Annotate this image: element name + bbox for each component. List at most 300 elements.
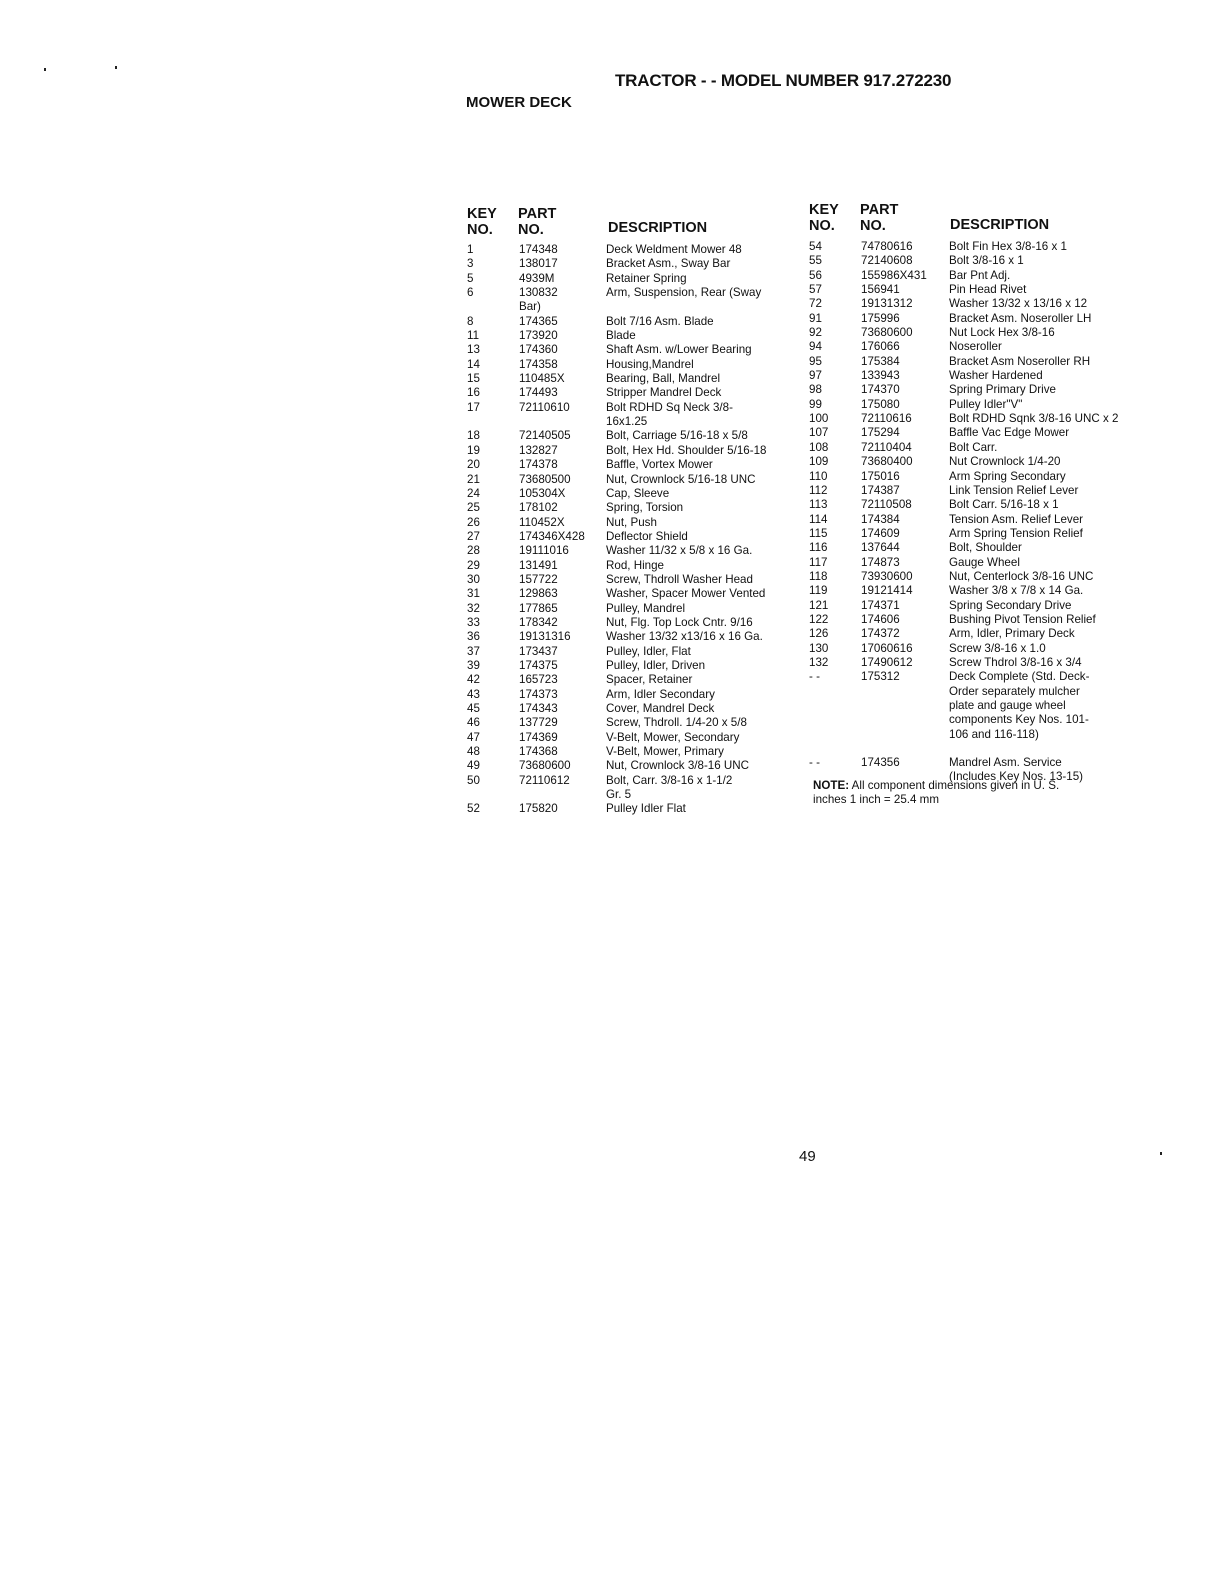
part-description: Pulley, Mandrel xyxy=(606,601,686,615)
part-description: Pulley, Idler, Flat xyxy=(606,644,691,658)
part-number: 74780616 xyxy=(861,240,913,253)
parts-row-continuation xyxy=(467,300,794,314)
part-number: 174375 xyxy=(519,658,558,672)
key-number: 3 xyxy=(467,257,474,271)
parts-row xyxy=(467,257,794,271)
part-number: 174370 xyxy=(861,383,900,397)
part-description: Cap, Sleeve xyxy=(606,486,670,500)
parts-row xyxy=(467,516,794,530)
parts-row xyxy=(467,343,794,357)
part-description: Arm, Idler Secondary xyxy=(606,687,715,701)
key-number: 17 xyxy=(467,400,480,414)
parts-row xyxy=(467,673,794,687)
part-description: Arm Spring Secondary xyxy=(949,469,1066,483)
part-number: 73680400 xyxy=(861,455,913,469)
part-number: 174360 xyxy=(519,343,558,357)
key-no-header-left: KEY NO. xyxy=(467,206,497,238)
key-number: 94 xyxy=(809,340,822,354)
key-number: 8 xyxy=(467,314,474,328)
key-number: 126 xyxy=(809,627,829,641)
key-number: 32 xyxy=(467,601,480,615)
part-description: Bolt Carr. xyxy=(949,440,998,454)
key-number: 100 xyxy=(809,412,829,426)
key-number: 46 xyxy=(467,716,480,730)
parts-row xyxy=(467,329,794,343)
key-number: 45 xyxy=(467,702,480,715)
key-number-blank xyxy=(809,713,861,727)
part-description: Nut, Centerlock 3/8-16 UNC xyxy=(949,569,1094,583)
parts-row xyxy=(809,556,1144,570)
parts-row xyxy=(467,544,794,558)
part-number: 174365 xyxy=(519,314,558,328)
parts-row xyxy=(467,659,794,673)
part-number: 174378 xyxy=(519,458,558,472)
key-number: 54 xyxy=(809,240,822,253)
key-number-blank xyxy=(809,699,861,713)
key-number: 18 xyxy=(467,429,480,443)
parts-row xyxy=(467,616,794,630)
part-description: Bushing Pivot Tension Relief xyxy=(949,612,1096,626)
part-description: Bolt RDHD Sqnk 3/8-16 UNC x 2 xyxy=(949,412,1119,426)
key-number: 19 xyxy=(467,443,480,457)
parts-row xyxy=(809,484,1144,498)
key-number: 121 xyxy=(809,598,829,612)
key-number: 92 xyxy=(809,326,822,340)
part-number: 173920 xyxy=(519,329,558,343)
part-description-continued: 106 and 116-118) xyxy=(949,727,1039,741)
parts-row xyxy=(809,670,1144,684)
parts-row xyxy=(467,372,794,386)
part-number-blank xyxy=(861,685,949,699)
part-number: 155986X431 xyxy=(861,268,927,282)
parts-row xyxy=(467,559,794,573)
part-number: 175016 xyxy=(861,469,900,483)
parts-row xyxy=(467,602,794,616)
parts-row xyxy=(809,527,1144,541)
parts-row xyxy=(467,688,794,702)
part-description: Nut, Push xyxy=(606,515,657,529)
key-number: 21 xyxy=(467,472,480,486)
part-number: 175820 xyxy=(519,802,558,816)
part-number: 72110610 xyxy=(519,400,570,414)
key-number: 20 xyxy=(467,458,480,472)
part-number: 174358 xyxy=(519,357,558,371)
part-description: Stripper Mandrel Deck xyxy=(606,386,722,400)
key-number: 115 xyxy=(809,526,828,540)
key-number: 36 xyxy=(467,630,480,644)
parts-row xyxy=(809,656,1144,670)
part-description: Washer 11/32 x 5/8 x 16 Ga. xyxy=(606,544,753,558)
part-description: Arm, Suspension, Rear (Sway xyxy=(606,286,762,300)
parts-row xyxy=(467,587,794,601)
parts-row xyxy=(467,745,794,759)
parts-row xyxy=(467,429,794,443)
key-number: 15 xyxy=(467,372,480,386)
key-number-blank xyxy=(467,415,519,429)
key-number: 116 xyxy=(809,541,828,555)
part-number: 174373 xyxy=(519,687,558,701)
part-description: V-Belt, Mower, Secondary xyxy=(606,730,740,744)
key-number: 130 xyxy=(809,641,829,655)
key-number: 107 xyxy=(809,426,829,440)
part-number: 131491 xyxy=(519,558,558,572)
part-number: 110452X xyxy=(519,515,565,529)
key-number: 1 xyxy=(467,243,474,256)
part-number-blank xyxy=(861,699,949,713)
parts-row xyxy=(809,513,1144,527)
key-number: 97 xyxy=(809,369,822,383)
page-number: 49 xyxy=(799,1148,816,1165)
part-description: Nut Lock Hex 3/8-16 xyxy=(949,326,1055,340)
part-description: Bearing, Ball, Mandrel xyxy=(606,372,721,386)
key-number: 132 xyxy=(809,655,829,669)
parts-row xyxy=(809,642,1144,656)
part-number: 105304X xyxy=(519,486,566,500)
part-no-header-left: PART NO. xyxy=(518,206,557,238)
part-number: 73930600 xyxy=(861,569,913,583)
parts-row-continuation xyxy=(809,699,1144,713)
key-number-blank xyxy=(467,788,519,802)
key-number-blank xyxy=(467,300,519,314)
part-description: Bracket Asm., Sway Bar xyxy=(606,257,731,271)
part-description: Pin Head Rivet xyxy=(949,283,1027,297)
part-description-continued: plate and gauge wheel xyxy=(949,699,1066,712)
part-description: Nut, Crownlock 3/8-16 UNC xyxy=(606,759,750,773)
part-description: Washer 13/32 x 13/16 x 12 xyxy=(949,297,1088,311)
parts-row xyxy=(467,759,794,773)
part-description: Washer 13/32 x13/16 x 16 Ga. xyxy=(606,630,763,644)
parts-row xyxy=(467,487,794,501)
part-number: 174371 xyxy=(861,598,900,612)
part-number: 174369 xyxy=(519,730,558,744)
key-number: 31 xyxy=(467,587,480,601)
part-number: 4939M xyxy=(519,271,555,285)
parts-row xyxy=(467,716,794,730)
parts-row xyxy=(809,756,1144,770)
key-number: 39 xyxy=(467,658,480,672)
part-description-blank xyxy=(606,300,794,314)
part-number: 72140608 xyxy=(861,254,913,268)
part-number: 133943 xyxy=(861,369,900,383)
part-description: Tension Asm. Relief Lever xyxy=(949,512,1084,526)
parts-row xyxy=(809,613,1144,627)
part-description: Washer, Spacer Mower Vented xyxy=(606,587,766,601)
key-number: 33 xyxy=(467,615,480,629)
key-number: 57 xyxy=(809,283,822,297)
parts-row xyxy=(467,702,794,716)
parts-row xyxy=(467,573,794,587)
key-number: 30 xyxy=(467,572,480,586)
part-description: V-Belt, Mower, Primary xyxy=(606,745,724,759)
parts-row xyxy=(809,570,1144,584)
part-description-continued: components Key Nos. 101- xyxy=(949,713,1089,727)
part-description: Bracket Asm. Noseroller LH xyxy=(949,311,1092,325)
parts-row xyxy=(809,627,1144,641)
part-description: Housing,Mandrel xyxy=(606,357,694,371)
part-description: Screw Thdrol 3/8-16 x 3/4 xyxy=(949,655,1082,669)
part-description: Mandrel Asm. Service xyxy=(949,756,1062,770)
part-description: Cover, Mandrel Deck xyxy=(606,702,715,715)
parts-row xyxy=(467,358,794,372)
part-number: 175294 xyxy=(861,426,900,440)
parts-row xyxy=(809,383,1144,397)
part-description: Deflector Shield xyxy=(606,529,688,543)
key-number: 29 xyxy=(467,558,480,572)
key-number: 5 xyxy=(467,271,474,285)
note-text-line2: inches 1 inch = 25.4 mm xyxy=(813,793,939,807)
parts-list-right xyxy=(809,240,1144,785)
parts-row xyxy=(809,470,1144,484)
key-number: 55 xyxy=(809,254,822,268)
key-number: 122 xyxy=(809,612,829,626)
part-description: Washer 3/8 x 7/8 x 14 Ga. xyxy=(949,584,1084,598)
part-description-continued: Gr. 5 xyxy=(606,788,632,802)
description-header-left: DESCRIPTION xyxy=(608,220,708,236)
parts-row xyxy=(467,286,794,300)
parts-row xyxy=(809,340,1144,354)
parts-row xyxy=(809,498,1144,512)
part-description: Baffle Vac Edge Mower xyxy=(949,426,1070,440)
key-number: 37 xyxy=(467,644,480,658)
key-number: 108 xyxy=(809,440,829,454)
part-number: 174348 xyxy=(519,243,558,256)
parts-row xyxy=(809,412,1144,426)
parts-row-continuation xyxy=(809,685,1144,699)
part-number: 174368 xyxy=(519,745,558,759)
part-number: 130832 xyxy=(519,286,558,300)
parts-row xyxy=(809,240,1144,254)
part-number: 72110612 xyxy=(519,773,570,787)
part-description: Pulley Idler"V" xyxy=(949,397,1023,411)
key-number: 16 xyxy=(467,386,480,400)
key-number: 112 xyxy=(809,483,828,497)
key-number: 110 xyxy=(809,469,828,483)
parts-row xyxy=(809,584,1144,598)
part-number: 173437 xyxy=(519,644,558,658)
part-description: Pulley Idler Flat xyxy=(606,802,686,816)
part-description-continued: 16x1.25 xyxy=(606,415,648,429)
part-description: Spring Secondary Drive xyxy=(949,598,1072,612)
parts-row xyxy=(467,501,794,515)
part-number: 175080 xyxy=(861,397,900,411)
key-number: 26 xyxy=(467,515,480,529)
part-number-blank xyxy=(861,713,949,727)
part-description: Spring, Torsion xyxy=(606,501,684,515)
part-number: 157722 xyxy=(519,572,558,586)
part-number: 174873 xyxy=(861,555,900,569)
key-number: 98 xyxy=(809,383,822,397)
part-description: Shaft Asm. w/Lower Bearing xyxy=(606,343,752,357)
parts-row xyxy=(467,802,794,816)
key-number: 42 xyxy=(467,673,480,687)
part-description: Deck Complete (Std. Deck- xyxy=(949,670,1090,684)
scan-speck xyxy=(44,68,46,71)
part-number: 73680500 xyxy=(519,472,571,486)
key-number: 109 xyxy=(809,455,829,469)
key-number: 47 xyxy=(467,730,480,744)
part-number: 19131316 xyxy=(519,630,571,644)
part-description: Nut, Crownlock 5/16-18 UNC xyxy=(606,472,756,486)
part-description: Bar Pnt Adj. xyxy=(949,268,1011,282)
parts-row xyxy=(467,386,794,400)
part-description: Arm, Idler, Primary Deck xyxy=(949,627,1075,641)
parts-row xyxy=(809,426,1144,440)
key-number-blank xyxy=(809,685,861,699)
part-description: Pulley, Idler, Driven xyxy=(606,658,706,672)
part-description: Bolt 7/16 Asm. Blade xyxy=(606,314,714,328)
key-number: 27 xyxy=(467,529,480,543)
key-number: 91 xyxy=(809,311,822,325)
parts-row xyxy=(467,774,794,788)
part-description: Washer Hardened xyxy=(949,369,1043,383)
parts-row xyxy=(809,455,1144,469)
key-number: 24 xyxy=(467,486,480,500)
part-description: Spring Primary Drive xyxy=(949,383,1056,397)
part-number: 72140505 xyxy=(519,429,571,443)
part-description: Screw 3/8-16 x 1.0 xyxy=(949,641,1046,655)
part-number: 174493 xyxy=(519,386,558,400)
key-number: 25 xyxy=(467,501,480,515)
part-description: Bolt, Carr. 3/8-16 x 1-1/2 xyxy=(606,773,733,787)
part-description: Gauge Wheel xyxy=(949,555,1020,569)
part-description: Link Tension Relief Lever xyxy=(949,483,1079,497)
part-number: 178102 xyxy=(519,501,558,515)
part-number: 174387 xyxy=(861,483,900,497)
parts-row xyxy=(809,297,1144,311)
parts-row xyxy=(809,599,1144,613)
part-number: 175996 xyxy=(861,311,900,325)
part-number: 174343 xyxy=(519,702,558,715)
part-description: Bolt Carr. 5/16-18 x 1 xyxy=(949,498,1059,512)
part-number: 72110508 xyxy=(861,498,912,512)
part-number-blank xyxy=(519,415,606,429)
part-description: Arm Spring Tension Relief xyxy=(949,526,1083,540)
key-number: 52 xyxy=(467,802,480,816)
parts-row xyxy=(809,269,1144,283)
key-number: 28 xyxy=(467,544,480,558)
part-number-blank xyxy=(519,788,606,802)
part-number: 174356 xyxy=(861,756,900,770)
scan-speck xyxy=(115,66,117,69)
parts-row xyxy=(467,315,794,329)
part-number: 137644 xyxy=(861,541,900,555)
part-description: Spacer, Retainer xyxy=(606,673,693,687)
parts-row xyxy=(809,398,1144,412)
part-number: 132827 xyxy=(519,443,558,457)
key-number: 50 xyxy=(467,773,480,787)
part-number: 72110404 xyxy=(861,440,912,454)
parts-list-left xyxy=(467,243,794,817)
part-description: Nut Crownlock 1/4-20 xyxy=(949,455,1061,469)
key-number: 56 xyxy=(809,268,822,282)
parts-row-continuation xyxy=(809,728,1144,742)
key-number: 13 xyxy=(467,343,480,357)
section-title: MOWER DECK xyxy=(466,94,572,111)
key-number: - - xyxy=(809,670,820,684)
note-label: NOTE: xyxy=(813,779,850,792)
parts-row-continuation xyxy=(467,788,794,802)
parts-row xyxy=(809,283,1144,297)
parts-row xyxy=(809,441,1144,455)
scan-speck xyxy=(1160,1152,1162,1155)
key-number-blank xyxy=(809,728,861,742)
part-description: Blade xyxy=(606,329,636,343)
part-description: Noseroller xyxy=(949,340,1002,354)
part-description: Retainer Spring xyxy=(606,271,687,285)
parts-row xyxy=(467,473,794,487)
part-number: 175312 xyxy=(861,670,900,684)
parts-row xyxy=(467,272,794,286)
key-number: 95 xyxy=(809,354,822,368)
page-title: TRACTOR - - MODEL NUMBER 917.272230 xyxy=(615,71,952,90)
key-number: 119 xyxy=(809,584,828,598)
part-number: 175384 xyxy=(861,354,900,368)
part-number: 19111016 xyxy=(519,544,569,558)
description-header-right: DESCRIPTION xyxy=(950,217,1050,233)
parts-row-continuation xyxy=(467,415,794,429)
key-number: 113 xyxy=(809,498,828,512)
key-number: 49 xyxy=(467,759,480,773)
parts-row xyxy=(809,541,1144,555)
part-number: 110485X xyxy=(519,372,565,386)
part-number: 174346X428 xyxy=(519,529,585,543)
key-number: 11 xyxy=(467,329,480,343)
part-description: Nut, Flg. Top Lock Cntr. 9/16 xyxy=(606,615,753,629)
part-description: Bolt RDHD Sq Neck 3/8- xyxy=(606,400,733,414)
part-number: 177865 xyxy=(519,601,558,615)
part-description: Bolt, Shoulder xyxy=(949,541,1022,555)
key-number: 117 xyxy=(809,555,828,569)
part-description: Baffle, Vortex Mower xyxy=(606,458,713,472)
note-text: All component dimensions given in U. S. xyxy=(849,779,1060,792)
part-description: Bolt Fin Hex 3/8-16 x 1 xyxy=(949,240,1067,253)
parts-row xyxy=(467,243,794,257)
part-number: 178342 xyxy=(519,615,558,629)
parts-row xyxy=(809,326,1144,340)
key-no-header-right: KEY NO. xyxy=(809,202,839,234)
parts-row xyxy=(467,401,794,415)
key-number: 118 xyxy=(809,569,828,583)
key-number: 43 xyxy=(467,687,480,701)
parts-row xyxy=(467,458,794,472)
part-number: 174609 xyxy=(861,526,900,540)
key-number: 114 xyxy=(809,512,828,526)
part-description: Bolt, Hex Hd. Shoulder 5/16-18 xyxy=(606,443,767,457)
key-number: - - xyxy=(809,756,820,770)
part-number: 17060616 xyxy=(861,641,913,655)
part-number: 73680600 xyxy=(861,326,913,340)
part-number: 72110616 xyxy=(861,412,912,426)
part-description-continued: (Includes Key Nos. 13-15) xyxy=(949,770,1084,784)
part-number: 129863 xyxy=(519,587,558,601)
parts-row xyxy=(809,312,1144,326)
parts-row-continuation xyxy=(809,713,1144,727)
part-description: Rod, Hinge xyxy=(606,558,665,572)
part-description: Bolt, Carriage 5/16-18 x 5/8 xyxy=(606,429,748,443)
dimension-note xyxy=(813,779,1113,808)
part-number: 17490612 xyxy=(861,655,913,669)
part-number: 137729 xyxy=(519,716,558,730)
part-number: 174606 xyxy=(861,612,900,626)
part-number: 138017 xyxy=(519,257,558,271)
key-number: 6 xyxy=(467,286,474,300)
key-number: 14 xyxy=(467,357,480,371)
part-description: Deck Weldment Mower 48 xyxy=(606,243,742,256)
part-number: 176066 xyxy=(861,340,900,354)
part-description: Screw, Thdroll. 1/4-20 x 5/8 xyxy=(606,716,747,730)
part-number: 156941 xyxy=(861,283,900,297)
part-number: 174372 xyxy=(861,627,900,641)
